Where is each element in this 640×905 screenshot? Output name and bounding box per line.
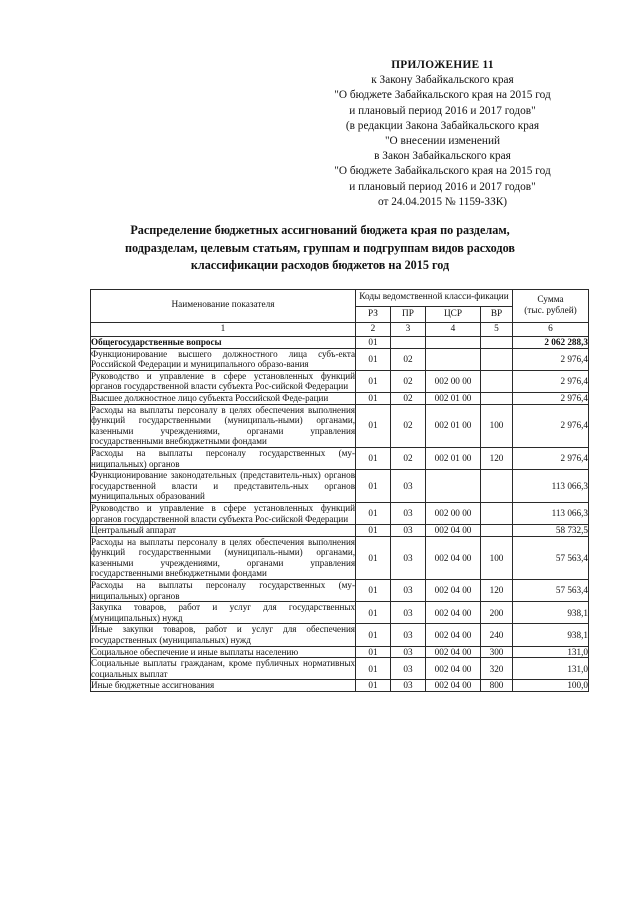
cell-rz: 01: [356, 392, 391, 404]
colnum-3: 3: [391, 323, 426, 337]
cell-pr: 02: [391, 392, 426, 404]
cell-vr: [481, 470, 513, 503]
cell-sum: 2 062 288,3: [513, 337, 589, 349]
cell-vr: 800: [481, 680, 513, 692]
cell-vr: 200: [481, 602, 513, 624]
cell-pr: 03: [391, 525, 426, 537]
cell-csr: 002 04 00: [426, 525, 481, 537]
cell-vr: [481, 392, 513, 404]
table-row: [91, 447, 589, 469]
table-head: [91, 290, 589, 323]
text-line: к Закону Забайкальского края: [371, 74, 514, 87]
cell-sum: 57 563,4: [513, 536, 589, 579]
cell-csr: [426, 470, 481, 503]
table-row: [91, 348, 589, 370]
cell-indicator-name: Общегосударственные вопросы: [91, 337, 356, 349]
colnum-2: 2: [356, 323, 391, 337]
cell-vr: 320: [481, 658, 513, 680]
table-row: [91, 525, 589, 537]
cell-vr: [481, 525, 513, 537]
colnum-5: 5: [481, 323, 513, 337]
cell-pr: 03: [391, 502, 426, 524]
cell-pr: 02: [391, 447, 426, 469]
table-body: [91, 323, 589, 692]
cell-indicator-name: Иные бюджетные ассигнования: [91, 680, 356, 692]
text-line: (в редакции Закона Забайкальского края: [345, 119, 540, 132]
cell-vr: 120: [481, 447, 513, 469]
header-csr: ЦСР: [426, 306, 481, 323]
table-row: [91, 392, 589, 404]
header-indicator-name: Наименование показателя: [91, 290, 356, 323]
cell-sum: 100,0: [513, 680, 589, 692]
title-line: Распределение бюджетных ассигнований бюджета края по разделам,: [130, 223, 510, 237]
table-row: [91, 602, 589, 624]
cell-indicator-name: Высшее должностное лицо субъекта Российской Феде-рации: [91, 392, 356, 404]
cell-rz: 01: [356, 602, 391, 624]
cell-indicator-name: Иные закупки товаров, работ и услуг для обеспечения государственных (муниципальных) нужд: [91, 624, 355, 646]
cell-rz: 01: [356, 624, 391, 646]
header-sum-label: Сумма: [537, 294, 564, 305]
title-line: классификации расходов бюджетов на 2015 год: [190, 258, 450, 272]
cell-indicator-name: Расходы на выплаты персоналу государственных (му-ниципальных) органов: [91, 447, 355, 469]
table-row: [91, 580, 589, 602]
cell-indicator-name: Расходы на выплаты персоналу государственных (му-ниципальных) органов: [91, 580, 355, 601]
table-row: [91, 404, 589, 447]
table-row: [91, 337, 589, 349]
cell-vr: [481, 502, 513, 524]
cell-sum: 113 066,3: [513, 502, 589, 524]
cell-rz: 01: [356, 680, 391, 692]
cell-vr: [481, 370, 513, 392]
cell-sum: 2 976,4: [513, 447, 589, 469]
text-line: ПРИЛОЖЕНИЕ 11: [391, 59, 494, 71]
table-row: [91, 502, 589, 524]
cell-pr: [391, 337, 426, 349]
cell-sum: 2 976,4: [513, 392, 589, 404]
cell-sum: 113 066,3: [513, 470, 589, 503]
cell-csr: [426, 348, 481, 370]
text-line: от 24.04.2015 № 1159-ЗЗК): [377, 195, 508, 208]
cell-vr: 120: [481, 580, 513, 602]
table-row: [91, 646, 589, 658]
cell-vr: 100: [481, 536, 513, 579]
cell-vr: 300: [481, 646, 513, 658]
cell-vr: [481, 337, 513, 349]
cell-csr: 002 00 00: [426, 370, 481, 392]
table-row: [91, 680, 589, 692]
cell-rz: 01: [356, 536, 391, 579]
cell-rz: 01: [356, 580, 391, 602]
cell-rz: 01: [356, 337, 391, 349]
cell-csr: 002 01 00: [426, 404, 481, 447]
column-numbering-row: [91, 323, 589, 337]
cell-sum: 131,0: [513, 646, 589, 658]
cell-sum: 938,1: [513, 624, 589, 646]
cell-sum: 2 976,4: [513, 370, 589, 392]
table-row: [91, 536, 589, 579]
appendix-reference-block: [270, 58, 615, 210]
header-vr: ВР: [481, 306, 513, 323]
header-pr: ПР: [391, 306, 426, 323]
cell-csr: 002 00 00: [426, 502, 481, 524]
cell-indicator-name: Руководство и управление в сфере установленных функций органов государственной власти субъекта Рос-сийской Федерации: [91, 502, 355, 524]
text-line: и плановый период 2016 и 2017 годов": [349, 180, 536, 193]
table-row: [91, 624, 589, 646]
page-title: [65, 222, 575, 275]
cell-sum: 131,0: [513, 658, 589, 680]
cell-rz: 01: [356, 370, 391, 392]
cell-csr: 002 04 00: [426, 580, 481, 602]
cell-csr: [426, 337, 481, 349]
cell-csr: 002 01 00: [426, 447, 481, 469]
cell-indicator-name: Центральный аппарат: [91, 525, 356, 537]
budget-allocation-table: [90, 289, 589, 692]
cell-pr: 02: [391, 370, 426, 392]
cell-csr: 002 04 00: [426, 536, 481, 579]
cell-sum: 2 976,4: [513, 404, 589, 447]
cell-pr: 03: [391, 602, 426, 624]
header-classification-codes: Коды ведомственной класси-фикации: [356, 290, 513, 307]
colnum-6: 6: [513, 323, 589, 337]
cell-pr: 02: [391, 404, 426, 447]
cell-rz: 01: [356, 404, 391, 447]
cell-indicator-name: Расходы на выплаты персоналу в целях обеспечения выполнения функций государственными (муниципаль-ными) органами, казенными учреждениями, органами управления государственными внебюджетными фондами: [91, 536, 355, 579]
cell-rz: 01: [356, 525, 391, 537]
header-rz: РЗ: [356, 306, 391, 323]
cell-pr: 03: [391, 658, 426, 680]
cell-vr: [481, 348, 513, 370]
text-line: и плановый период 2016 и 2017 годов": [349, 104, 536, 117]
cell-rz: 01: [356, 502, 391, 524]
cell-csr: 002 04 00: [426, 646, 481, 658]
cell-vr: 100: [481, 404, 513, 447]
cell-rz: 01: [356, 646, 391, 658]
cell-indicator-name: Руководство и управление в сфере установленных функций органов государственной власти субъекта Рос-сийской Федерации: [91, 370, 355, 392]
cell-csr: 002 04 00: [426, 602, 481, 624]
cell-pr: 03: [391, 580, 426, 602]
cell-pr: 03: [391, 470, 426, 503]
cell-csr: 002 04 00: [426, 680, 481, 692]
cell-pr: 03: [391, 536, 426, 579]
cell-indicator-name: Закупка товаров, работ и услуг для государственных (муниципальных) нужд: [91, 602, 355, 623]
cell-csr: 002 04 00: [426, 658, 481, 680]
header-row-top: [91, 290, 589, 307]
cell-csr: 002 01 00: [426, 392, 481, 404]
cell-rz: 01: [356, 470, 391, 503]
text-line: "О бюджете Забайкальского края на 2015 год: [334, 165, 551, 178]
header-sum: [513, 290, 589, 323]
cell-indicator-name: Функционирование законодательных (представитель-ных) органов государственной власти и представитель-ных органов муниципальных образований: [91, 470, 355, 502]
cell-indicator-name: Социальное обеспечение и иные выплаты населению: [91, 646, 356, 658]
cell-indicator-name: Социальные выплаты гражданам, кроме публичных нормативных социальных выплат: [91, 658, 355, 679]
cell-indicator-name: Функционирование высшего должностного лица субъ-екта Российской Федерации и муниципального образо-вания: [91, 348, 355, 370]
colnum-4: 4: [426, 323, 481, 337]
cell-sum: 938,1: [513, 602, 589, 624]
cell-indicator-name: Расходы на выплаты персоналу в целях обеспечения выполнения функций государственными (муниципаль-ными) органами, казенными учреждениями, органами управления государственными внебюджетными фондами: [91, 404, 355, 447]
text-line: "О бюджете Забайкальского края на 2015 год: [334, 89, 551, 102]
cell-pr: 02: [391, 348, 426, 370]
text-line: в Закон Забайкальского края: [374, 150, 511, 163]
cell-pr: 03: [391, 680, 426, 692]
text-line: "О внесении изменений: [384, 135, 501, 148]
cell-pr: 03: [391, 646, 426, 658]
cell-vr: 240: [481, 624, 513, 646]
cell-rz: 01: [356, 348, 391, 370]
cell-sum: 57 563,4: [513, 580, 589, 602]
header-sum-units: (тыс. рублей): [524, 306, 577, 316]
cell-rz: 01: [356, 658, 391, 680]
title-line: подразделам, целевым статьям, группам и подгруппам видов расходов: [125, 240, 515, 255]
table-row: [91, 658, 589, 680]
cell-sum: 58 732,5: [513, 525, 589, 537]
budget-table-container: [90, 289, 588, 692]
table-row: [91, 370, 589, 392]
table-row: [91, 470, 589, 503]
cell-rz: 01: [356, 447, 391, 469]
colnum-1: 1: [91, 323, 356, 337]
cell-csr: 002 04 00: [426, 624, 481, 646]
cell-pr: 03: [391, 624, 426, 646]
cell-sum: 2 976,4: [513, 348, 589, 370]
